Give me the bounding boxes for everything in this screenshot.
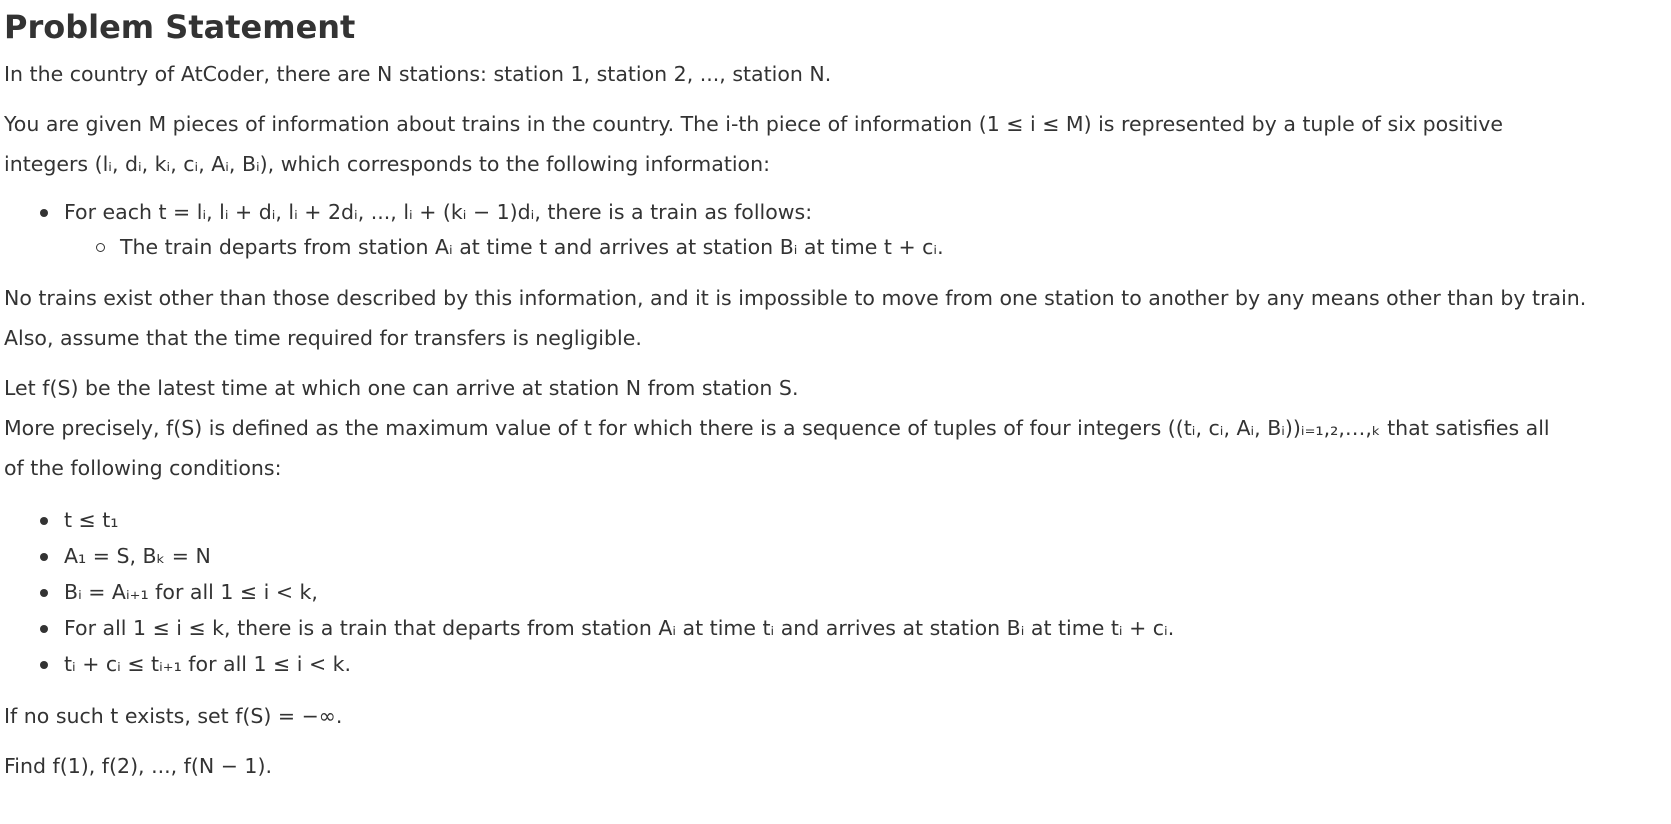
list-item-for-each: [4, 194, 1664, 230]
condition-item: A₁ = S, Bₖ = N: [4, 538, 1664, 574]
info-paragraph-line-2: integers (lᵢ, dᵢ, kᵢ, cᵢ, Aᵢ, Bᵢ), which corresponds to the following information:: [4, 152, 770, 176]
no-trains-paragraph-line-2: Also, assume that the time required for transfers is negligible.: [4, 326, 642, 350]
condition-item: For all 1 ≤ i ≤ k, there is a train that departs from station Aᵢ at time tᵢ and arrives at station Bᵢ at time tᵢ + cᵢ.: [4, 610, 1664, 646]
condition-item: t ≤ t₁: [4, 502, 1664, 538]
condition-item: tᵢ + cᵢ ≤ tᵢ₊₁ for all 1 ≤ i < k.: [4, 646, 1664, 682]
train-info-sublist: [4, 230, 1664, 264]
condition-item: Bᵢ = Aᵢ₊₁ for all 1 ≤ i < k,: [4, 574, 1664, 610]
no-trains-paragraph-line-1: No trains exist other than those described by this information, and it is impossible to move from one station to another by any means other than by train.: [4, 286, 1587, 310]
section-title: Problem Statement: [4, 8, 356, 46]
conditions-list: [4, 502, 1664, 682]
list-item-text: For each t = lᵢ, lᵢ + dᵢ, lᵢ + 2dᵢ, ..., lᵢ + (kᵢ − 1)dᵢ, there is a train as follows:: [64, 200, 813, 224]
train-info-list: [4, 194, 1664, 230]
find-paragraph: Find f(1), f(2), ..., f(N − 1).: [4, 754, 272, 778]
intro-paragraph: In the country of AtCoder, there are N stations: station 1, station 2, ..., station N.: [4, 62, 832, 86]
problem-statement-section: [4, 0, 1664, 786]
definition-paragraph-line-2: More precisely, f(S) is defined as the maximum value of t for which there is a sequence of tuples of four integers ((tᵢ, cᵢ, Aᵢ, Bᵢ))ᵢ₌₁,₂,…,ₖ that satisfies all: [4, 416, 1550, 440]
no-such-t-paragraph: If no such t exists, set f(S) = −∞.: [4, 704, 343, 728]
info-paragraph-line-1: You are given M pieces of information about trains in the country. The i-th piece of information (1 ≤ i ≤ M) is represented by a tuple of six positive: [4, 112, 1503, 136]
definition-paragraph-line-1: Let f(S) be the latest time at which one can arrive at station N from station S.: [4, 376, 799, 400]
sub-list-item-text: The train departs from station Aᵢ at time t and arrives at station Bᵢ at time t + cᵢ.: [120, 235, 944, 259]
definition-paragraph-line-3: of the following conditions:: [4, 456, 282, 480]
sub-list-item-train: [4, 230, 1664, 264]
